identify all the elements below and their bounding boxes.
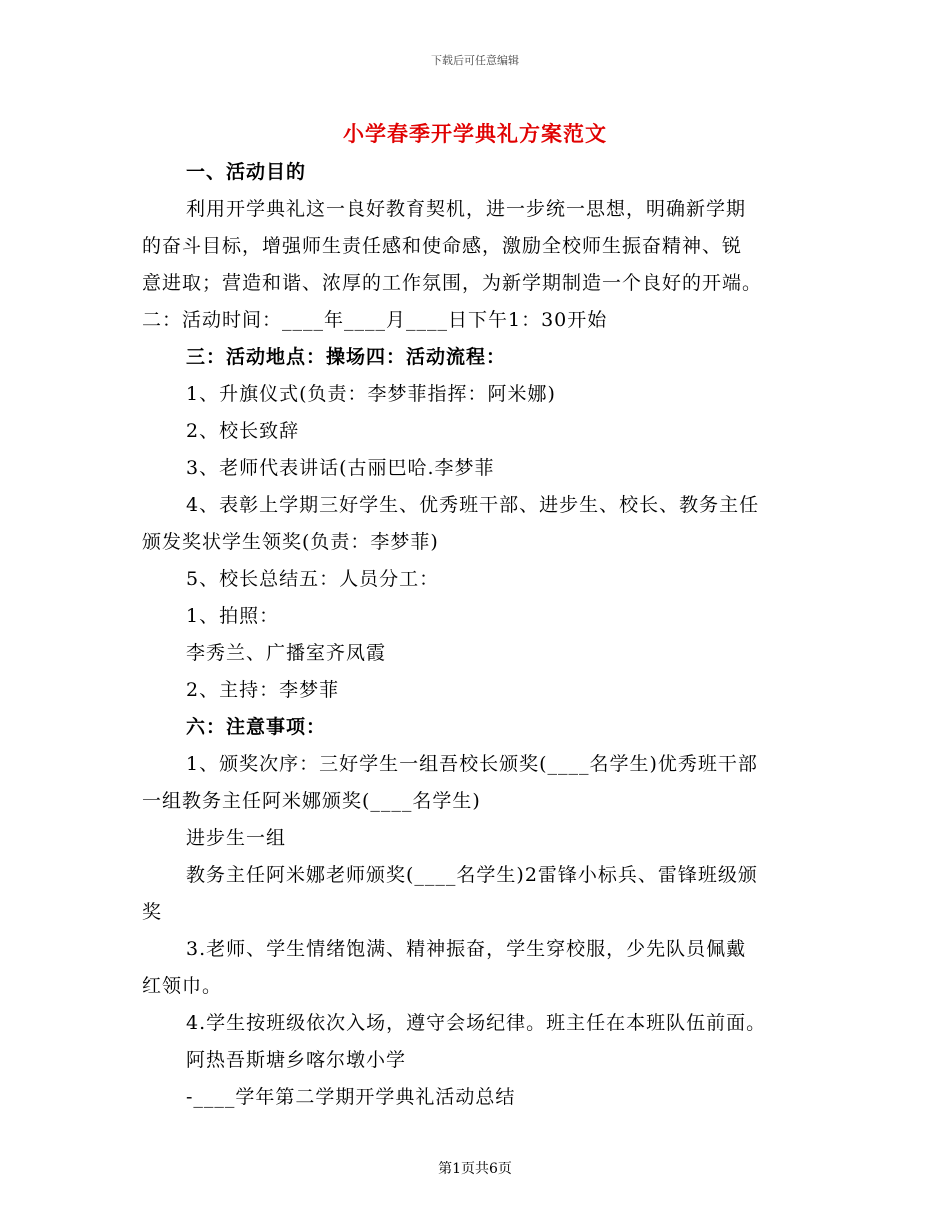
section-heading-location: 三：活动地点：操场四：活动流程：: [186, 346, 507, 368]
paragraph-line: 教务主任阿米娜老师颁奖(____名学生)2雷锋小标兵、雷锋班级颁: [186, 864, 758, 886]
page-number-footer: 第1页共6页: [438, 1161, 512, 1177]
school-name: 阿热吾斯塘乡喀尔墩小学: [186, 1049, 407, 1071]
section-heading-purpose: 一、活动目的: [186, 161, 307, 183]
paragraph-line: 进步生一组: [186, 827, 287, 849]
paragraph-line: 的奋斗目标，增强师生责任感和使命感，激励全校师生振奋精神、锐: [142, 235, 743, 257]
list-item: 4.学生按班级依次入场，遵守会场纪律。班主任在本班队伍前面。: [186, 1012, 767, 1034]
list-item: 3.老师、学生情绪饱满、精神振奋，学生穿校服，少先队员佩戴: [186, 938, 747, 960]
paragraph-line: -____学年第二学期开学典礼活动总结: [186, 1086, 516, 1108]
paragraph-line: 一组教务主任阿米娜颁奖(____名学生): [142, 790, 481, 812]
paragraph-line: 奖: [142, 901, 163, 923]
activity-time-line: 二：活动时间：____年____月____日下午1：30开始: [142, 309, 608, 331]
list-item: 3、老师代表讲话(古丽巴哈.李梦菲: [186, 457, 495, 479]
paragraph-line: 利用开学典礼这一良好教育契机，进一步统一思想，明确新学期: [186, 198, 747, 220]
list-item: 1、拍照：: [186, 605, 280, 627]
list-item: 1、颁奖次序：三好学生一组吾校长颁奖(____名学生)优秀班干部: [186, 753, 758, 775]
section-heading-notes: 六：注意事项：: [186, 716, 327, 738]
paragraph-line: 意进取；营造和谐、浓厚的工作氛围，为新学期制造一个良好的开端。: [142, 272, 763, 294]
list-item: 1、升旗仪式(负责：李梦菲指挥：阿米娜): [186, 383, 556, 405]
list-item: 2、校长致辞: [186, 420, 300, 442]
page-header: 下载后可任意编辑: [431, 54, 519, 67]
paragraph-line: 颁发奖状学生领奖(负责：李梦菲): [142, 531, 439, 553]
paragraph-line: 红领巾。: [142, 975, 223, 997]
document-title: 小学春季开学典礼方案范文: [343, 121, 607, 146]
list-item: 5、校长总结五：人员分工：: [186, 568, 440, 590]
paragraph-line: 李秀兰、广播室齐凤霞: [186, 642, 387, 664]
list-item: 4、表彰上学期三好学生、优秀班干部、进步生、校长、教务主任: [186, 494, 760, 516]
list-item: 2、主持：李梦菲: [186, 679, 340, 701]
